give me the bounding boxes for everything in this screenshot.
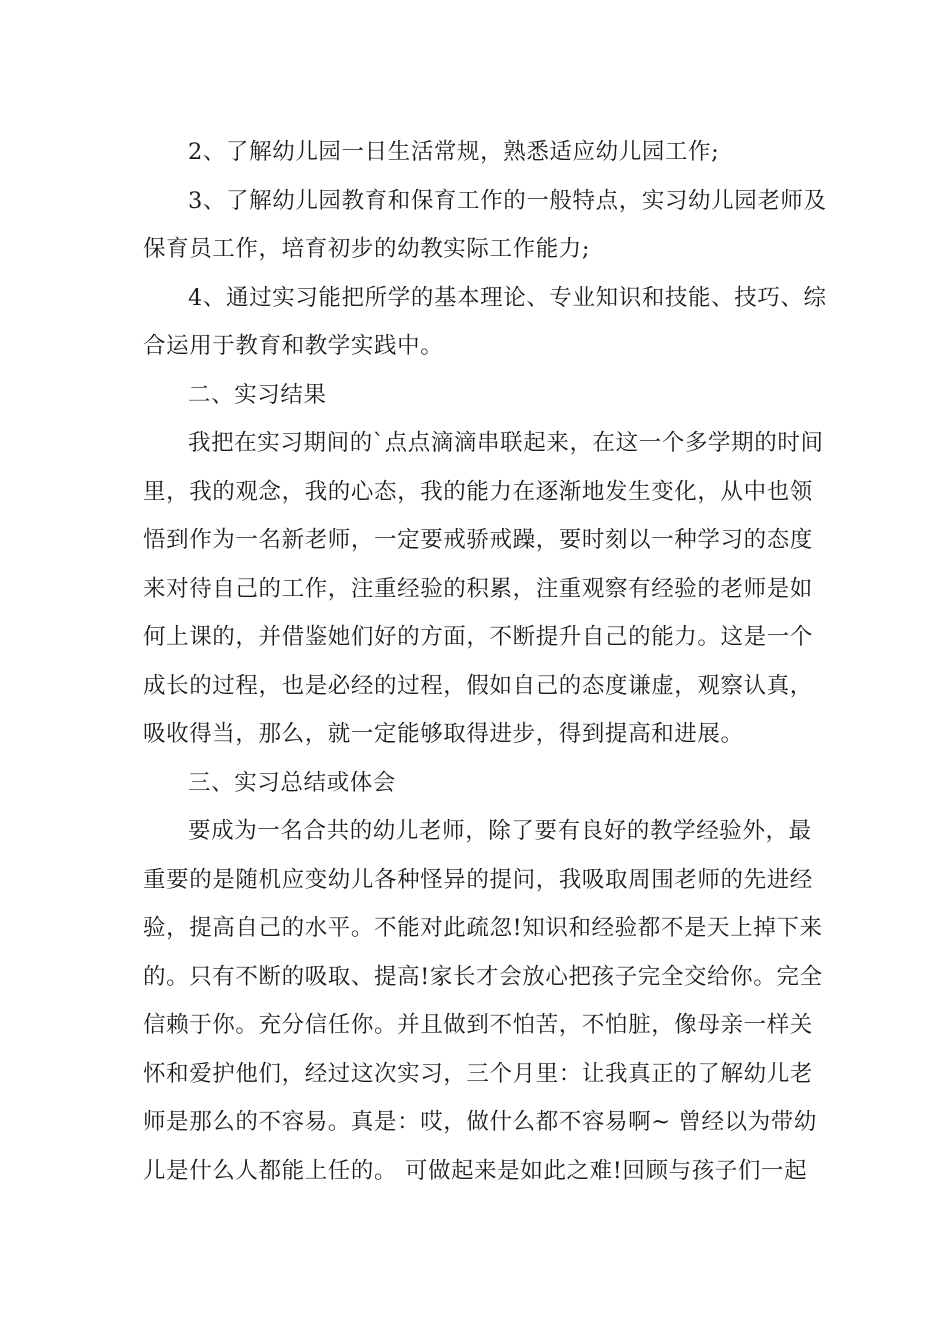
text-line: 成长的过程，也是必经的过程，假如自己的态度谦虚，观察认真， (143, 672, 813, 699)
text-line: 我把在实习期间的`点点滴滴串联起来，在这一个多学期的时间 (188, 430, 824, 456)
document-body (143, 128, 827, 1195)
text-line: 信赖于你。充分信任你。并且做到不怕苦，不怕脏，像母亲一样关 (143, 1012, 813, 1038)
text-line: 吸收得当，那么，就一定能够取得进步，得到提高和进展。 (143, 721, 744, 747)
text-line: 验，提高自己的水平。不能对此疏忽!知识和经验都不是天上掉下来 (143, 915, 823, 941)
section-heading (143, 371, 813, 420)
text-line: 三、实习总结或体会 (188, 769, 396, 796)
paragraph (143, 419, 824, 759)
text-line: 4、通过实习能把所学的基本理论、专业知识和技能、技巧、综 (188, 284, 827, 311)
text-line: 二、实习结果 (188, 381, 327, 408)
paragraph (143, 807, 823, 1195)
text-line: 里，我的观念，我的心态，我的能力在逐渐地发生变化，从中也领 (143, 478, 813, 505)
text-line: 儿是什么人都能上任的。 可做起来是如此之难!回顾与孩子们一起 (143, 1157, 808, 1184)
text-line: 要成为一名合共的幼儿老师，除了要有良好的教学经验外，最 (188, 818, 812, 844)
text-line: 来对待自己的工作，注重经验的积累，注重观察有经验的老师是如 (143, 575, 813, 602)
text-line: 怀和爱护他们，经过这次实习，三个月里：让我真正的了解幼儿老 (143, 1060, 813, 1087)
text-line: 师是那么的不容易。真是：哎，做什么都不容易啊~ 曾经以为带幼 (143, 1109, 818, 1135)
text-line: 的。只有不断的吸取、提高!家长才会放心把孩子完全交给你。完全 (143, 963, 823, 990)
text-line: 2、了解幼儿园一日生活常规，熟悉适应幼儿园工作; (188, 139, 720, 165)
text-line: 重要的是随机应变幼儿各种怪异的提问，我吸取周围老师的先进经 (143, 866, 813, 893)
section-heading (143, 759, 813, 808)
text-line: 3、了解幼儿园教育和保育工作的一般特点，实习幼儿园老师及 (188, 187, 827, 214)
text-line: 合运用于教育和教学实践中。 (143, 333, 444, 359)
text-line: 何上课的，并借鉴她们好的方面，不断提升自己的能力。这是一个 (143, 624, 813, 650)
text-line: 悟到作为一名新老师，一定要戒骄戒躁，要时刻以一种学习的态度 (143, 527, 813, 553)
paragraph (143, 177, 827, 274)
text-line: 保育员工作，培育初步的幼教实际工作能力; (143, 236, 591, 262)
paragraph (143, 128, 813, 177)
paragraph (143, 274, 827, 371)
